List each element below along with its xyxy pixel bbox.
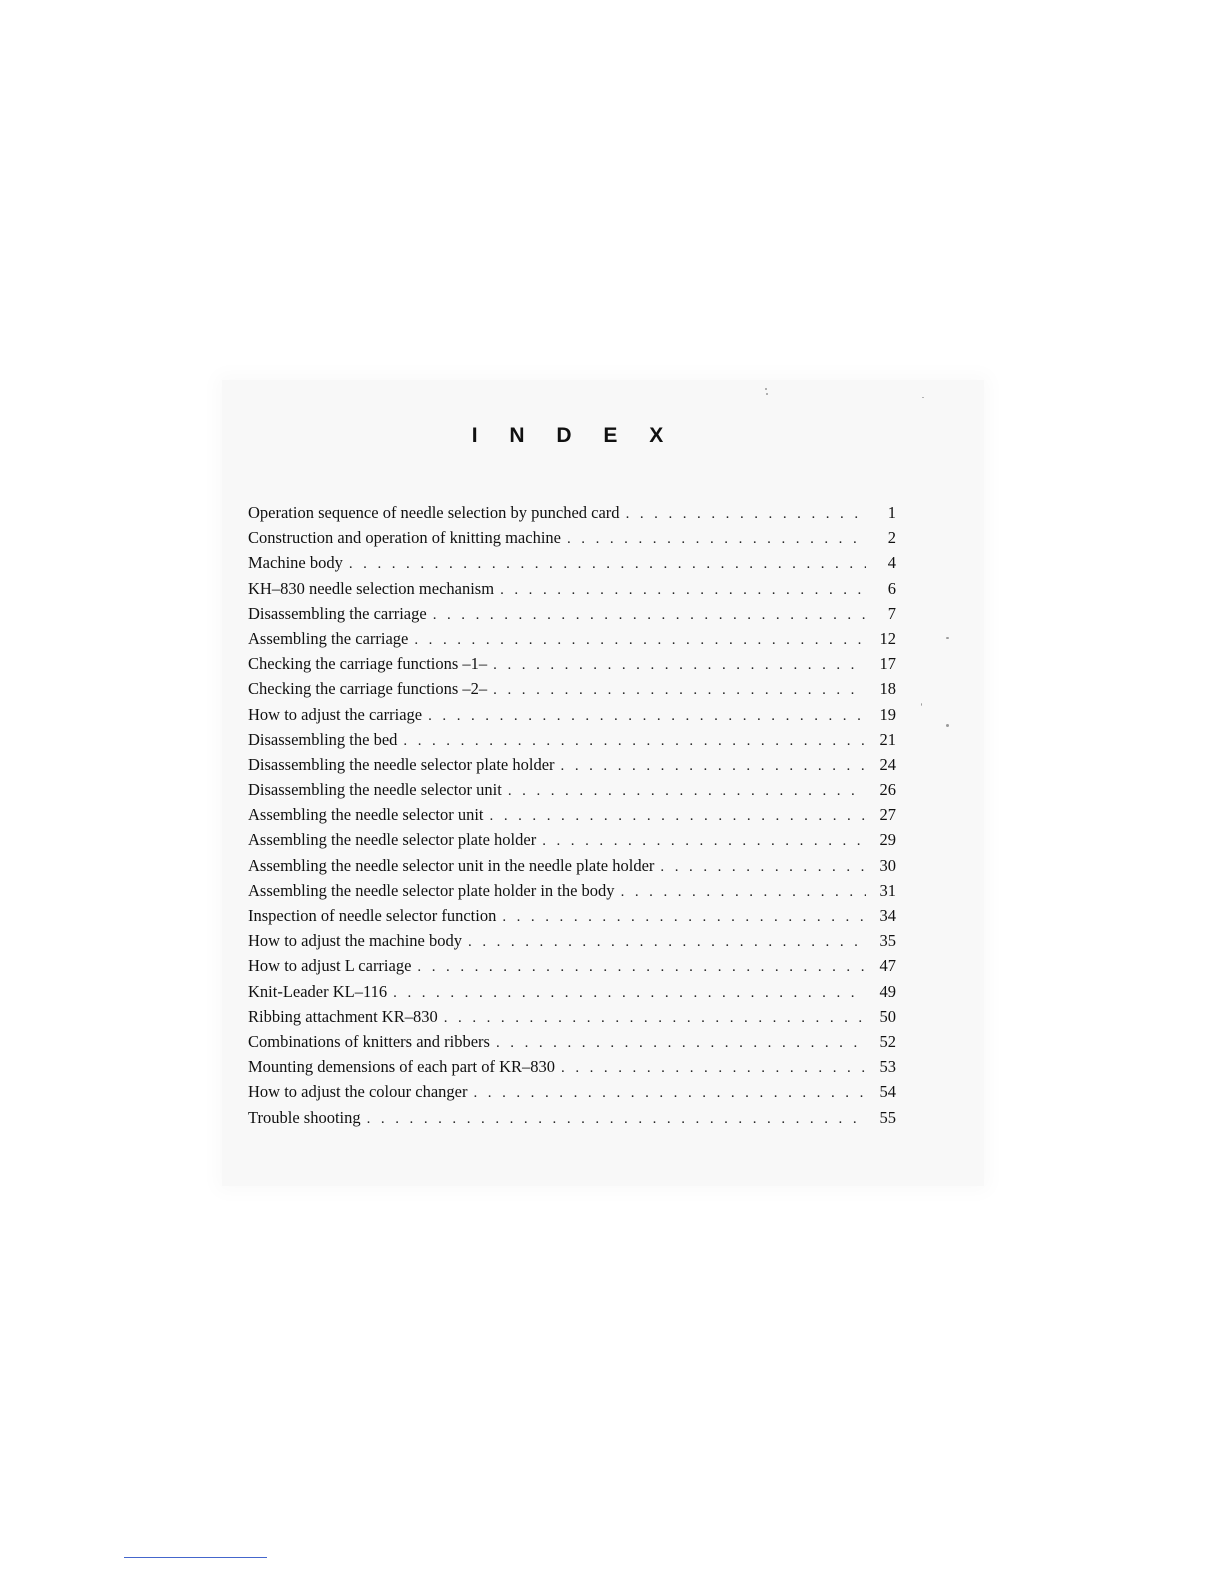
toc-entry-title: Inspection of needle selector function <box>248 906 497 925</box>
toc-entry <box>248 1079 896 1104</box>
toc-entry-title: Disassembling the bed <box>248 729 398 749</box>
toc-entry <box>248 550 896 575</box>
toc-entry-title: How to adjust the carriage <box>248 704 423 724</box>
toc-entry <box>248 576 896 601</box>
toc-dot-leader <box>349 552 866 577</box>
toc-entry <box>248 1054 896 1079</box>
toc-entry-page-number: 24 <box>879 754 896 774</box>
toc-entry <box>248 878 896 903</box>
toc-dot-leader <box>561 1056 866 1081</box>
toc-entry <box>248 626 896 651</box>
toc-entry <box>248 777 896 802</box>
toc-entry-title: Knit-Leader KL–116 <box>248 981 388 1001</box>
toc-entry-title: KH–830 needle selection mechanism <box>248 578 495 598</box>
toc-entry-page-number: 2 <box>887 528 896 548</box>
toc-entry-title: Checking the carriage functions –2– <box>248 679 488 699</box>
toc-entry-title: Checking the carriage functions –1– <box>248 654 488 674</box>
toc-dot-leader <box>414 628 866 653</box>
toc-entry <box>248 853 896 878</box>
toc-entry-page-number: 50 <box>879 1006 896 1026</box>
toc-entry <box>248 953 896 978</box>
toc-entry <box>248 676 896 701</box>
toc-dot-leader <box>660 855 866 880</box>
toc-entry-page-number: 31 <box>879 880 896 900</box>
toc-entry-title: Combinations of knitters and ribbers <box>248 1031 490 1051</box>
toc-entry-title: Assembling the needle selector plate holder in the body <box>248 880 615 900</box>
toc-entry-title: Assembling the carriage <box>248 628 409 648</box>
toc-entry-title: Assembling the needle selector unit <box>248 805 484 825</box>
toc-dot-leader <box>567 527 866 552</box>
toc-dot-leader <box>626 502 866 527</box>
toc-entry <box>248 1029 896 1054</box>
toc-entry-page-number: 29 <box>879 830 896 850</box>
scan-speck <box>765 388 767 390</box>
toc-entry-page-number: 54 <box>879 1082 896 1102</box>
toc-entry-page-number: 30 <box>879 855 896 875</box>
toc-entry-title: Machine body <box>248 553 343 573</box>
toc-entry-page-number: 47 <box>879 956 896 976</box>
scan-speck <box>946 724 949 727</box>
toc-dot-leader <box>428 704 866 729</box>
toc-entry-page-number: 27 <box>879 805 896 825</box>
toc-entry-title: Assembling the needle selector plate holder <box>248 830 537 850</box>
toc-entry <box>248 651 896 676</box>
toc-dot-leader <box>417 955 866 980</box>
toc-dot-leader <box>542 829 866 854</box>
toc-entry <box>248 601 896 626</box>
toc-dot-leader <box>496 1031 866 1056</box>
toc-entry-page-number: 17 <box>879 654 896 674</box>
toc-dot-leader <box>500 578 866 603</box>
toc-entry-page-number: 49 <box>879 981 896 1001</box>
toc-dot-leader <box>621 880 866 905</box>
toc-entry-title: Operation sequence of needle selection by punched card <box>248 503 620 522</box>
scan-speck <box>921 703 922 706</box>
toc-entry <box>248 827 896 852</box>
toc-entry-page-number: 6 <box>887 578 896 598</box>
toc-entry-page-number: 12 <box>879 628 896 648</box>
toc-entry <box>248 1105 896 1130</box>
toc-entry <box>248 525 896 550</box>
toc-dot-leader <box>433 603 866 628</box>
scan-speck <box>922 397 924 398</box>
toc-dot-leader <box>493 653 866 678</box>
toc-entry-title: How to adjust the colour changer <box>248 1082 468 1102</box>
toc-entry-title: How to adjust the machine body <box>248 931 463 951</box>
toc-entry-page-number: 21 <box>879 729 896 749</box>
index-heading: I N D E X <box>471 424 677 447</box>
toc-entry-title: Ribbing attachment KR–830 <box>248 1006 438 1026</box>
toc-entry <box>248 752 896 777</box>
toc-dot-leader <box>490 804 866 829</box>
toc-entry <box>248 979 896 1004</box>
toc-dot-leader <box>393 981 866 1006</box>
toc-entry-page-number: 53 <box>879 1057 896 1077</box>
toc-entry <box>248 1004 896 1029</box>
toc-dot-leader <box>468 930 866 955</box>
toc-entry-title: Disassembling the needle selector plate holder <box>248 754 555 774</box>
toc-entry-page-number: 19 <box>879 704 896 724</box>
toc-entry-page-number: 52 <box>879 1031 896 1051</box>
toc-entry <box>248 727 896 752</box>
toc-dot-leader <box>502 905 866 930</box>
table-of-contents <box>248 500 896 1130</box>
toc-entry-page-number: 26 <box>879 780 896 800</box>
toc-dot-leader <box>444 1006 866 1031</box>
scan-speck <box>766 393 768 395</box>
toc-entry-page-number: 35 <box>879 931 896 951</box>
toc-entry-title: Trouble shooting <box>248 1107 361 1127</box>
toc-entry <box>248 802 896 827</box>
footnote-rule <box>124 1557 267 1558</box>
toc-dot-leader <box>508 779 866 804</box>
toc-entry <box>248 928 896 953</box>
toc-entry-title: How to adjust L carriage <box>248 956 412 976</box>
toc-dot-leader <box>473 1081 866 1106</box>
toc-entry <box>248 702 896 727</box>
toc-dot-leader <box>493 678 866 703</box>
toc-entry-title: Assembling the needle selector unit in the needle plate holder <box>248 855 655 875</box>
toc-entry-page-number: 18 <box>879 679 896 699</box>
toc-entry-page-number: 55 <box>879 1107 896 1127</box>
toc-entry-title: Mounting demensions of each part of KR–830 <box>248 1057 556 1077</box>
toc-entry <box>248 500 896 525</box>
toc-dot-leader <box>367 1107 866 1132</box>
toc-entry-page-number: 34 <box>879 906 896 925</box>
toc-entry-title: Construction and operation of knitting machine <box>248 528 561 548</box>
toc-dot-leader <box>561 754 866 779</box>
toc-entry-title: Disassembling the carriage <box>248 603 427 623</box>
toc-entry <box>248 903 896 928</box>
toc-entry-page-number: 1 <box>887 503 896 522</box>
scan-speck <box>946 637 949 639</box>
toc-entry-page-number: 4 <box>887 553 896 573</box>
toc-dot-leader <box>403 729 866 754</box>
toc-entry-page-number: 7 <box>887 603 896 623</box>
toc-entry-title: Disassembling the needle selector unit <box>248 780 502 800</box>
